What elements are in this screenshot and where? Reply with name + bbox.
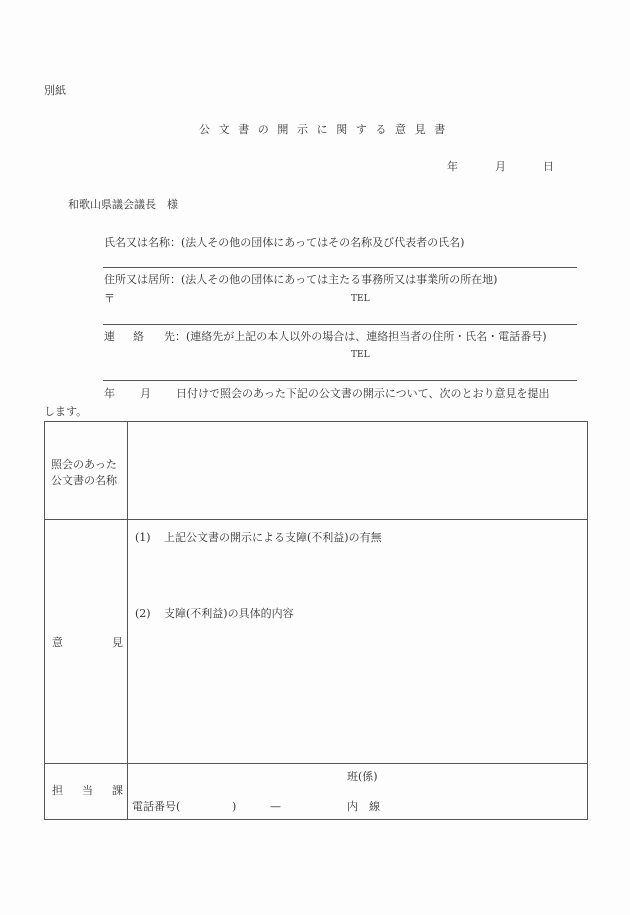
item1-answer-field[interactable] (129, 550, 585, 600)
contact-label-1: 連 (104, 330, 115, 343)
item2-number: (2) (135, 607, 151, 620)
name-field-label: 氏名又は名称：(法人その他の団体にあってはその名称及び代表者の氏名) (104, 236, 465, 249)
document-title: 公文書の開示に関する意見書 (199, 123, 454, 136)
phone-close-paren: ) (232, 800, 237, 813)
statement-year[interactable]: 年 (104, 387, 115, 400)
row3-label-2: 当 (82, 784, 93, 797)
contact-field-label: 先：(連絡先が上記の本人以外の場合は、連絡担当者の住所・氏名・電話番号) (164, 330, 547, 343)
document-name-field[interactable] (129, 423, 585, 517)
table-row-divider (45, 763, 587, 764)
date-day[interactable]: 日 (543, 160, 554, 173)
table-row-divider (45, 519, 587, 520)
row3-label-1: 担 (52, 784, 63, 797)
row2-label-2: 見 (112, 636, 123, 649)
addressee: 和歌山県議会議長 様 (68, 198, 178, 211)
contact-tel-label: TEL (351, 350, 370, 360)
phone-dash: — (270, 800, 281, 813)
section-label: 班(係) (347, 770, 378, 783)
attachment-label: 別紙 (44, 84, 66, 97)
name-field-line[interactable] (103, 267, 577, 268)
item1-number: (1) (135, 531, 151, 544)
date-year[interactable]: 年 (447, 160, 458, 173)
statement-month[interactable]: 月 (140, 387, 151, 400)
phone-label: 電話番号( (132, 800, 181, 813)
contact-label-2: 絡 (133, 330, 144, 343)
statement-text-cont: します。 (44, 405, 88, 418)
statement-text: 日付けで照会のあった下記の公文書の開示について、次のとおり意見を提出 (176, 387, 550, 400)
opinion-table (44, 421, 588, 820)
row1-label-line2: 公文書の名称 (51, 474, 117, 487)
row1-label-line1: 照会のあった (51, 458, 117, 471)
contact-field-line[interactable] (103, 380, 577, 381)
postal-mark: 〒 (104, 292, 115, 305)
item2-text: 支障(不利益)の具体的内容 (164, 607, 294, 620)
date-month[interactable]: 月 (495, 160, 506, 173)
item2-answer-field[interactable] (129, 626, 585, 760)
extension-label: 内 線 (347, 800, 380, 813)
address-tel-label: TEL (351, 294, 370, 304)
row3-label-3: 課 (112, 784, 123, 797)
row2-label-1: 意 (52, 636, 63, 649)
address-field-label: 住所又は居所：(法人その他の団体にあっては主たる事務所又は事業所の所在地) (104, 273, 498, 286)
address-field-line[interactable] (103, 324, 577, 325)
table-column-divider (127, 422, 128, 819)
item1-text: 上記公文書の開示による支障(不利益)の有無 (164, 531, 382, 544)
